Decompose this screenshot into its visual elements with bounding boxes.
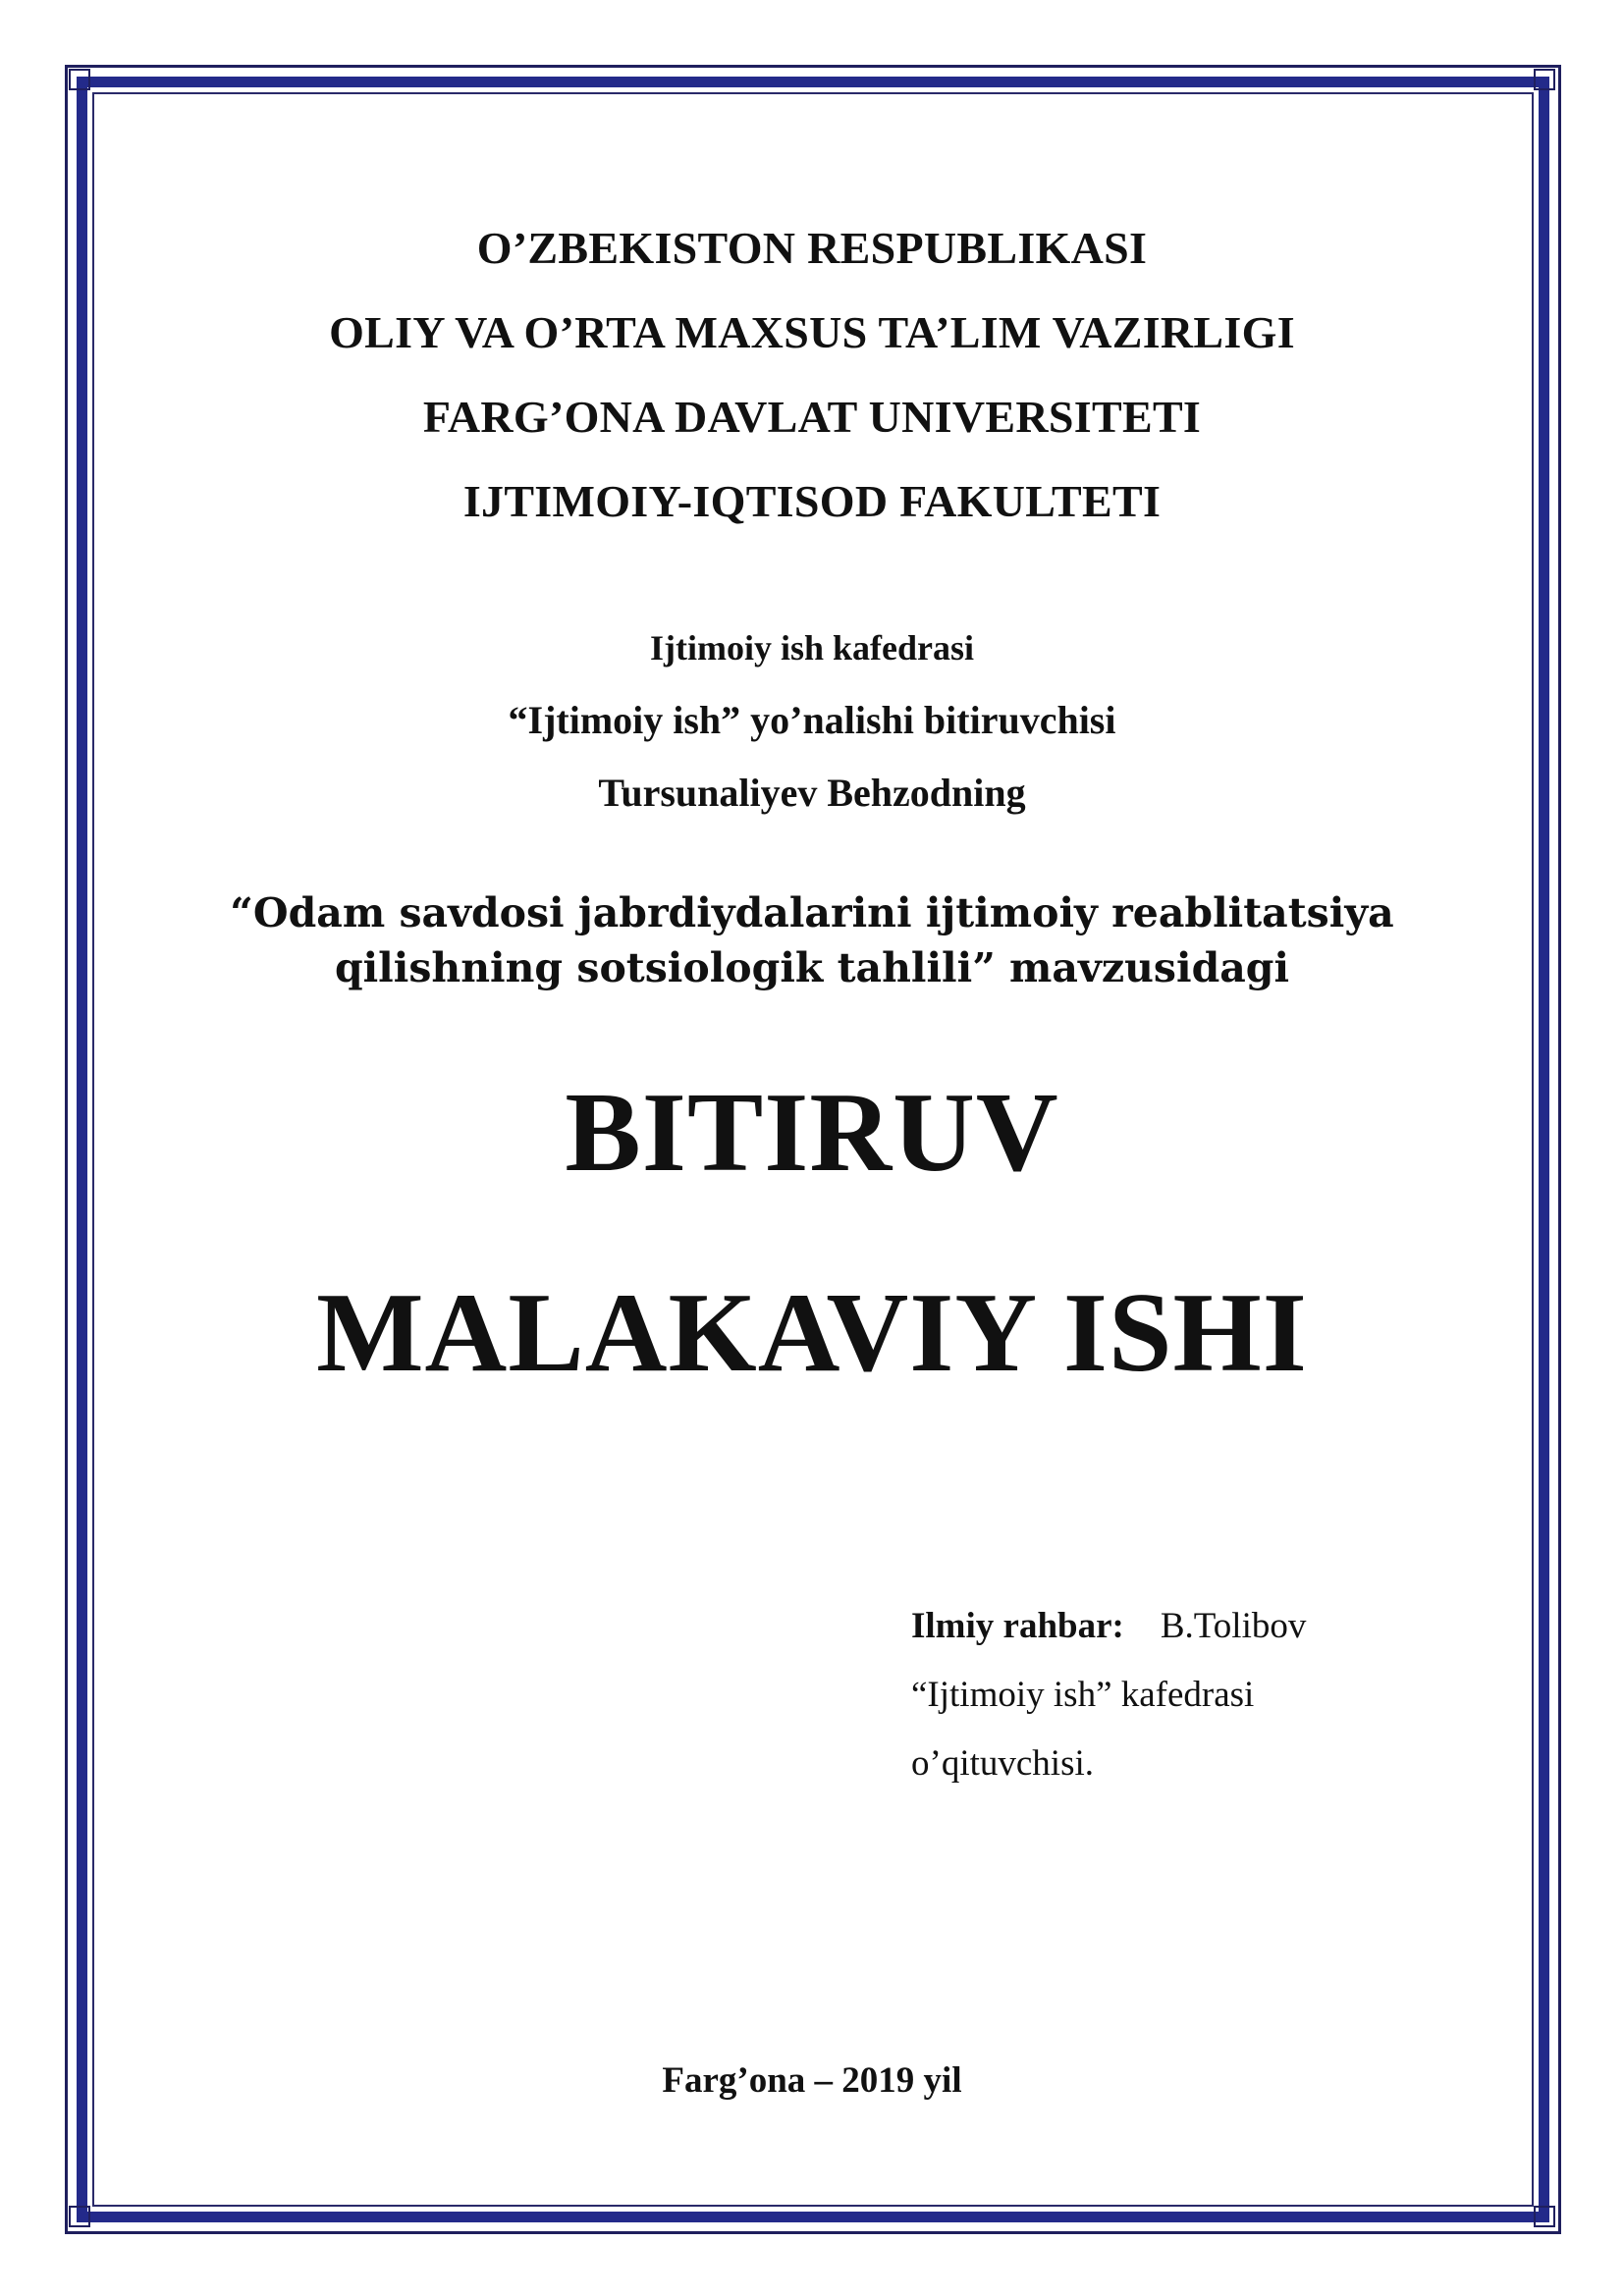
supervisor-label: Ilmiy rahbar: [911,1606,1124,1646]
border-corner-ornament [69,69,90,90]
border-corner-ornament [1534,69,1555,90]
footer-place-year: Farg’ona – 2019 yil [662,2060,962,2101]
header-university: FARG’ONA DAVLAT UNIVERSITETI [422,392,1202,442]
supervisor-row [911,1592,1306,1661]
header-ministry: OLIY VA O’RTA MAXSUS TA’LIM VAZIRLIGI [329,307,1295,357]
border-corner-ornament [1534,2206,1555,2227]
theme-line-1: “Odam savdosi jabrdiydalarini ijtimoiy reablitatsiya [230,889,1394,936]
graduate-line: “Ijtimoiy ish” yo’nalishi bitiruvchisi [508,698,1116,742]
supervisor-position: o’qituvchisi. [911,1743,1095,1784]
theme-line-2: qilishning sotsiologik tahlili” mavzusidagi [334,944,1290,991]
border-corner-ornament [69,2206,90,2227]
header-country: O’ZBEKISTON RESPUBLIKASI [476,223,1148,273]
header-faculty: IJTIMOIY-IQTISOD FAKULTETI [462,476,1162,526]
supervisor-name: B.Tolibov [1160,1606,1307,1646]
supervisor-block [911,1592,1306,1798]
document-title-line-2: MALAKAVIY ISHI [316,1270,1308,1396]
author-name: Tursunaliyev Behzodning [598,771,1026,815]
supervisor-department: “Ijtimoiy ish” kafedrasi [911,1675,1255,1715]
department-name: Ijtimoiy ish kafedrasi [649,628,974,667]
document-title-line-1: BITIRUV [565,1070,1059,1196]
